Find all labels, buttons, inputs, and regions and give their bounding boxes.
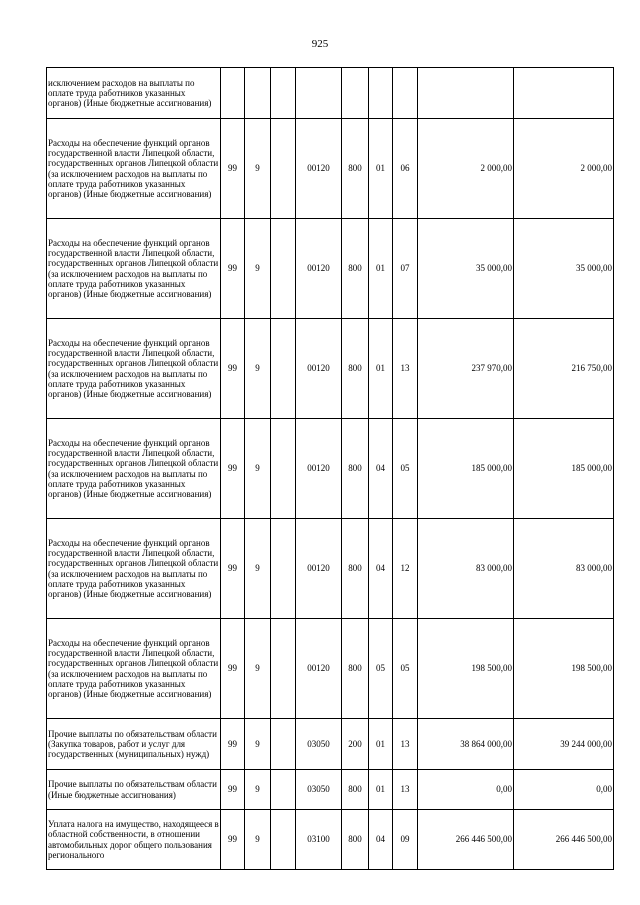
row-name: Расходы на обеспечение функций органов государственной власти Липецкой области, государственных органов Липецкой области (за исключением расходов на выплаты по оплате труда работников указанных органов) (Иные бюджетные ассигнования) xyxy=(47,619,221,719)
row-section: 01 xyxy=(369,719,393,770)
row-target-code: 00120 xyxy=(296,619,342,719)
row-section: 04 xyxy=(369,519,393,619)
row-target-code: 00120 xyxy=(296,519,342,619)
row-amount-2: 185 000,00 xyxy=(514,419,614,519)
page-number: 925 xyxy=(311,38,329,50)
row-section: 05 xyxy=(369,619,393,719)
row-target-code: 03050 xyxy=(296,770,342,810)
row-program xyxy=(221,68,245,119)
row-target-code: 03100 xyxy=(296,810,342,870)
row-program: 99 xyxy=(221,810,245,870)
row-subprogram: 9 xyxy=(245,219,271,319)
table-row xyxy=(47,68,614,119)
row-direction xyxy=(271,719,296,770)
row-program: 99 xyxy=(221,119,245,219)
row-direction xyxy=(271,68,296,119)
row-amount-2: 2 000,00 xyxy=(514,119,614,219)
row-subsection: 13 xyxy=(393,719,418,770)
row-amount-2: 216 750,00 xyxy=(514,319,614,419)
row-amount-2: 83 000,00 xyxy=(514,519,614,619)
row-program: 99 xyxy=(221,770,245,810)
table-row xyxy=(47,419,614,519)
row-amount-2: 266 446 500,00 xyxy=(514,810,614,870)
row-name: Расходы на обеспечение функций органов государственной власти Липецкой области, государственных органов Липецкой области (за исключением расходов на выплаты по оплате труда работников указанных органов) (Иные бюджетные ассигнования) xyxy=(47,419,221,519)
row-name: Прочие выплаты по обязательствам области (Закупка товаров, работ и услуг для государственных (муниципальных) нужд) xyxy=(47,719,221,770)
row-section: 04 xyxy=(369,419,393,519)
row-expense-type: 800 xyxy=(342,319,369,419)
row-name: Прочие выплаты по обязательствам области (Иные бюджетные ассигнования) xyxy=(47,770,221,810)
row-program: 99 xyxy=(221,419,245,519)
table-row xyxy=(47,770,614,810)
row-amount-1: 237 970,00 xyxy=(418,319,514,419)
row-section: 04 xyxy=(369,810,393,870)
row-subprogram xyxy=(245,68,271,119)
row-direction xyxy=(271,770,296,810)
row-section: 01 xyxy=(369,770,393,810)
row-program: 99 xyxy=(221,619,245,719)
row-amount-1: 266 446 500,00 xyxy=(418,810,514,870)
row-direction xyxy=(271,419,296,519)
row-subprogram: 9 xyxy=(245,419,271,519)
row-program: 99 xyxy=(221,519,245,619)
row-program: 99 xyxy=(221,719,245,770)
row-program: 99 xyxy=(221,319,245,419)
table-row xyxy=(47,810,614,870)
row-expense-type: 800 xyxy=(342,810,369,870)
row-target-code xyxy=(296,68,342,119)
row-expense-type: 800 xyxy=(342,619,369,719)
row-subsection: 05 xyxy=(393,619,418,719)
row-amount-2: 0,00 xyxy=(514,770,614,810)
row-expense-type: 800 xyxy=(342,770,369,810)
table-row xyxy=(47,119,614,219)
row-name: исключением расходов на выплаты по оплате труда работников указанных органов) (Иные бюджетные ассигнования) xyxy=(47,68,221,119)
row-subsection: 13 xyxy=(393,770,418,810)
row-subsection: 13 xyxy=(393,319,418,419)
table-row xyxy=(47,619,614,719)
row-direction xyxy=(271,810,296,870)
row-section: 01 xyxy=(369,219,393,319)
row-subprogram: 9 xyxy=(245,519,271,619)
row-target-code: 03050 xyxy=(296,719,342,770)
row-expense-type: 800 xyxy=(342,419,369,519)
row-direction xyxy=(271,319,296,419)
table-row xyxy=(47,519,614,619)
row-amount-1: 83 000,00 xyxy=(418,519,514,619)
row-program: 99 xyxy=(221,219,245,319)
row-expense-type: 800 xyxy=(342,219,369,319)
table-row xyxy=(47,219,614,319)
row-expense-type: 800 xyxy=(342,119,369,219)
row-direction xyxy=(271,119,296,219)
row-target-code: 00120 xyxy=(296,319,342,419)
row-amount-1: 35 000,00 xyxy=(418,219,514,319)
row-subsection: 12 xyxy=(393,519,418,619)
row-direction xyxy=(271,519,296,619)
row-subsection: 09 xyxy=(393,810,418,870)
row-expense-type: 200 xyxy=(342,719,369,770)
row-subprogram: 9 xyxy=(245,619,271,719)
table-row xyxy=(47,319,614,419)
row-amount-1 xyxy=(418,68,514,119)
row-amount-1: 185 000,00 xyxy=(418,419,514,519)
row-direction xyxy=(271,219,296,319)
row-section xyxy=(369,68,393,119)
row-direction xyxy=(271,619,296,719)
row-expense-type: 800 xyxy=(342,519,369,619)
row-expense-type xyxy=(342,68,369,119)
row-target-code: 00120 xyxy=(296,419,342,519)
row-amount-2 xyxy=(514,68,614,119)
row-amount-2: 198 500,00 xyxy=(514,619,614,719)
row-subprogram: 9 xyxy=(245,770,271,810)
row-section: 01 xyxy=(369,319,393,419)
row-target-code: 00120 xyxy=(296,119,342,219)
row-amount-1: 38 864 000,00 xyxy=(418,719,514,770)
row-subsection: 05 xyxy=(393,419,418,519)
row-subprogram: 9 xyxy=(245,810,271,870)
table-row xyxy=(47,719,614,770)
row-subsection: 07 xyxy=(393,219,418,319)
row-amount-2: 35 000,00 xyxy=(514,219,614,319)
row-amount-1: 0,00 xyxy=(418,770,514,810)
row-subprogram: 9 xyxy=(245,119,271,219)
row-subsection: 06 xyxy=(393,119,418,219)
row-section: 01 xyxy=(369,119,393,219)
budget-table xyxy=(46,67,614,870)
row-subprogram: 9 xyxy=(245,319,271,419)
row-name: Уплата налога на имущество, находящееся в областной собственности, в отношении автомобильных дорог общего пользования регионального xyxy=(47,810,221,870)
row-name: Расходы на обеспечение функций органов государственной власти Липецкой области, государственных органов Липецкой области (за исключением расходов на выплаты по оплате труда работников указанных органов) (Иные бюджетные ассигнования) xyxy=(47,519,221,619)
row-amount-1: 198 500,00 xyxy=(418,619,514,719)
row-name: Расходы на обеспечение функций органов государственной власти Липецкой области, государственных органов Липецкой области (за исключением расходов на выплаты по оплате труда работников указанных органов) (Иные бюджетные ассигнования) xyxy=(47,219,221,319)
row-amount-1: 2 000,00 xyxy=(418,119,514,219)
row-target-code: 00120 xyxy=(296,219,342,319)
row-name: Расходы на обеспечение функций органов государственной власти Липецкой области, государственных органов Липецкой области (за исключением расходов на выплаты по оплате труда работников указанных органов) (Иные бюджетные ассигнования) xyxy=(47,319,221,419)
row-subprogram: 9 xyxy=(245,719,271,770)
row-name: Расходы на обеспечение функций органов государственной власти Липецкой области, государственных органов Липецкой области (за исключением расходов на выплаты по оплате труда работников указанных органов) (Иные бюджетные ассигнования) xyxy=(47,119,221,219)
row-subsection xyxy=(393,68,418,119)
row-amount-2: 39 244 000,00 xyxy=(514,719,614,770)
